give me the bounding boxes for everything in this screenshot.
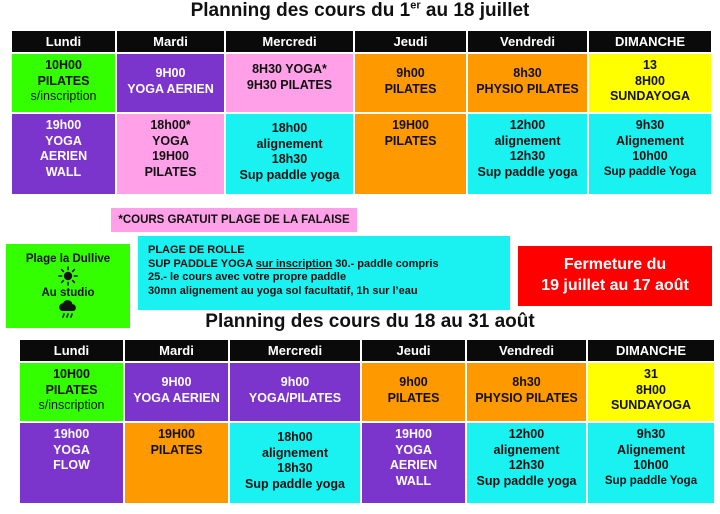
july-cell-mardi-evening xyxy=(116,113,225,195)
cell-line: Sup paddle yoga xyxy=(244,476,345,491)
july-cell-vendredi-evening xyxy=(467,113,588,195)
august-header-vendredi: Vendredi xyxy=(466,339,587,362)
cell-line: Alignement xyxy=(616,442,686,457)
cell-line: FLOW xyxy=(53,458,90,472)
cell-line: WALL xyxy=(45,164,82,179)
cell-line: 8H00 xyxy=(636,382,666,397)
august-header-mercredi: Mercredi xyxy=(229,339,361,362)
rolle-line-1: PLAGE DE ROLLE xyxy=(148,244,245,256)
cell-line: SUNDAYOGA xyxy=(610,398,692,412)
cell-line: 10h00 xyxy=(632,149,668,163)
august-header-dimanche: DIMANCHE xyxy=(587,339,715,362)
cell-line: s/inscription xyxy=(30,89,97,103)
august-cell-dimanche-morning xyxy=(587,362,715,422)
july-cell-lundi-evening xyxy=(11,113,116,195)
august-cell-dimanche-evening xyxy=(587,422,715,504)
august-cell-lundi-morning xyxy=(19,362,124,422)
cell-line: Sup paddle yoga xyxy=(476,473,577,488)
rolle-line-2 xyxy=(148,258,510,272)
cell-line: PHYSIO PILATES xyxy=(476,81,579,96)
legend-studio-label: Au studio xyxy=(41,287,95,299)
cell-line: PILATES xyxy=(144,164,197,179)
cell-line: PILATES xyxy=(45,382,98,397)
july-cell-jeudi-evening xyxy=(354,113,467,195)
cell-line: 12h30 xyxy=(508,458,545,472)
august-cell-jeudi-evening xyxy=(361,422,466,504)
cell-line: 12h00 xyxy=(508,427,545,441)
july-header-lundi: Lundi xyxy=(11,30,116,53)
cell-line: Sup paddle Yoga xyxy=(603,165,697,178)
cell-line: 18h00 xyxy=(277,430,313,444)
cell-line: YOGA xyxy=(45,133,82,148)
august-cell-mercredi-evening xyxy=(229,422,361,504)
july-cell-dimanche-morning xyxy=(588,53,712,113)
cell-line: 18h30 xyxy=(277,461,313,475)
july-header-mardi: Mardi xyxy=(116,30,225,53)
august-cell-lundi-evening xyxy=(19,422,124,504)
cell-line: 12h30 xyxy=(509,149,546,163)
cell-line: PILATES xyxy=(384,81,437,96)
cell-line: 19H00 xyxy=(152,149,189,163)
cell-line: 18h00 xyxy=(271,121,308,135)
august-header-mardi: Mardi xyxy=(124,339,229,362)
july-title-pre: Planning des cours du 1 xyxy=(190,0,411,21)
july-row-evening xyxy=(11,113,712,195)
august-cell-vendredi-morning xyxy=(466,362,587,422)
july-row-morning xyxy=(11,53,712,113)
cell-line: 31 xyxy=(644,367,658,381)
rolle-line-3: 25.- le cours avec votre propre paddle xyxy=(148,271,347,283)
august-schedule-table xyxy=(18,338,716,505)
cell-line: 9h30 xyxy=(635,118,665,132)
august-cell-mercredi-morning xyxy=(229,362,361,422)
cell-line: 9h00 xyxy=(399,375,428,389)
closing-line-1: Fermeture du xyxy=(563,256,667,273)
july-header-mercredi: Mercredi xyxy=(225,30,354,53)
cell-line: 9H00 xyxy=(161,375,192,389)
july-schedule-table xyxy=(10,29,713,196)
closing-line-2: 19 juillet au 17 août xyxy=(541,277,689,294)
cell-line: s/inscription xyxy=(38,398,105,412)
cell-line: YOGA AERIEN xyxy=(127,81,214,96)
july-title-post: au 18 juillet xyxy=(420,0,530,21)
july-header-dimanche: DIMANCHE xyxy=(588,30,712,53)
cell-line: alignement xyxy=(493,442,560,457)
july-header-vendredi: Vendredi xyxy=(467,30,588,53)
july-cell-mardi-morning xyxy=(116,53,225,113)
cell-line: AERIEN xyxy=(389,458,438,472)
cell-line: 19H00 xyxy=(395,427,432,441)
rolle-line-4: 30mn alignement au yoga sol facultatif, 1h sur l’eau xyxy=(148,284,418,297)
cell-line: Sup paddle yoga xyxy=(477,164,578,179)
cell-line: alignement xyxy=(256,136,323,151)
cell-line: YOGA/PILATES xyxy=(248,390,342,405)
cell-line: 19h00 xyxy=(45,118,82,132)
rolle-line-2a: SUP PADDLE YOGA xyxy=(148,257,256,270)
august-title: Planning des cours du 18 au 31 août xyxy=(205,311,535,332)
closing-notice xyxy=(518,246,712,306)
august-cell-jeudi-morning xyxy=(361,362,466,422)
august-row-evening xyxy=(19,422,715,504)
cell-line: 9h00 xyxy=(396,66,425,80)
cell-line: 9h30 xyxy=(636,427,666,441)
cell-line: 8H00 xyxy=(635,73,665,88)
cell-line: 8h30 xyxy=(513,66,542,80)
cell-line: YOGA xyxy=(395,442,432,457)
august-header-row xyxy=(19,339,715,362)
august-row-morning xyxy=(19,362,715,422)
sun-icon xyxy=(6,266,130,286)
cell-line: alignement xyxy=(262,445,328,460)
cell-line: PHYSIO PILATES xyxy=(475,390,578,405)
cell-line: YOGA AERIEN xyxy=(133,390,220,405)
cell-line: 12h00 xyxy=(509,118,546,132)
cell-line: Alignement xyxy=(615,133,685,148)
cell-line: PILATES xyxy=(37,73,90,88)
july-title xyxy=(0,0,720,22)
free-class-note: *COURS GRATUIT PLAGE DE LA FALAISE xyxy=(111,208,357,232)
july-cell-vendredi-morning xyxy=(467,53,588,113)
july-title-sup: er xyxy=(410,0,421,12)
cell-line: 10H00 xyxy=(45,58,82,72)
rolle-info-box xyxy=(138,236,510,310)
cell-line: WALL xyxy=(395,473,432,488)
cell-line: 19H00 xyxy=(392,118,429,132)
august-cell-vendredi-evening xyxy=(466,422,587,504)
cell-line: 10H00 xyxy=(53,367,90,381)
cell-line: 8H30 YOGA* xyxy=(252,62,327,76)
cell-line: SUNDAYOGA xyxy=(609,89,691,103)
july-cell-jeudi-morning xyxy=(354,53,467,113)
cell-line: PILATES xyxy=(384,133,437,148)
july-cell-dimanche-evening xyxy=(588,113,712,195)
cell-line: 13 xyxy=(643,58,657,72)
cell-line: 9h00 xyxy=(280,375,310,389)
july-header-row xyxy=(11,30,712,53)
cell-line: 10h00 xyxy=(633,458,669,472)
august-header-lundi: Lundi xyxy=(19,339,124,362)
cell-line: YOGA xyxy=(152,133,189,148)
cell-line: PILATES xyxy=(150,442,203,457)
july-cell-mercredi-evening xyxy=(225,113,354,195)
cell-line: Sup paddle yoga xyxy=(239,167,340,182)
cell-line: 9H30 PILATES xyxy=(246,77,333,92)
cell-line: 19H00 xyxy=(158,427,195,441)
august-cell-mardi-evening xyxy=(124,422,229,504)
august-header-jeudi: Jeudi xyxy=(361,339,466,362)
august-cell-mardi-morning xyxy=(124,362,229,422)
july-cell-mercredi-morning xyxy=(225,53,354,113)
cell-line: AERIEN xyxy=(39,149,88,163)
cell-line: 19h00 xyxy=(53,427,90,441)
cell-line: PILATES xyxy=(387,390,440,405)
cell-line: YOGA xyxy=(53,442,90,457)
cell-line: 9H00 xyxy=(155,66,186,80)
july-header-jeudi: Jeudi xyxy=(354,30,467,53)
cell-line: 8h30 xyxy=(512,375,541,389)
legend-outdoor-label: Plage la Dullive xyxy=(25,253,111,265)
cell-line: alignement xyxy=(494,133,561,148)
cell-line: 18h30 xyxy=(271,152,308,166)
rolle-registration-text: sur inscription xyxy=(255,257,333,270)
rolle-line-2b: 30.- paddle compris xyxy=(332,257,439,270)
cell-line: Sup paddle Yoga xyxy=(604,474,698,487)
cell-line: 18h00* xyxy=(150,118,191,132)
july-cell-lundi-morning xyxy=(11,53,116,113)
